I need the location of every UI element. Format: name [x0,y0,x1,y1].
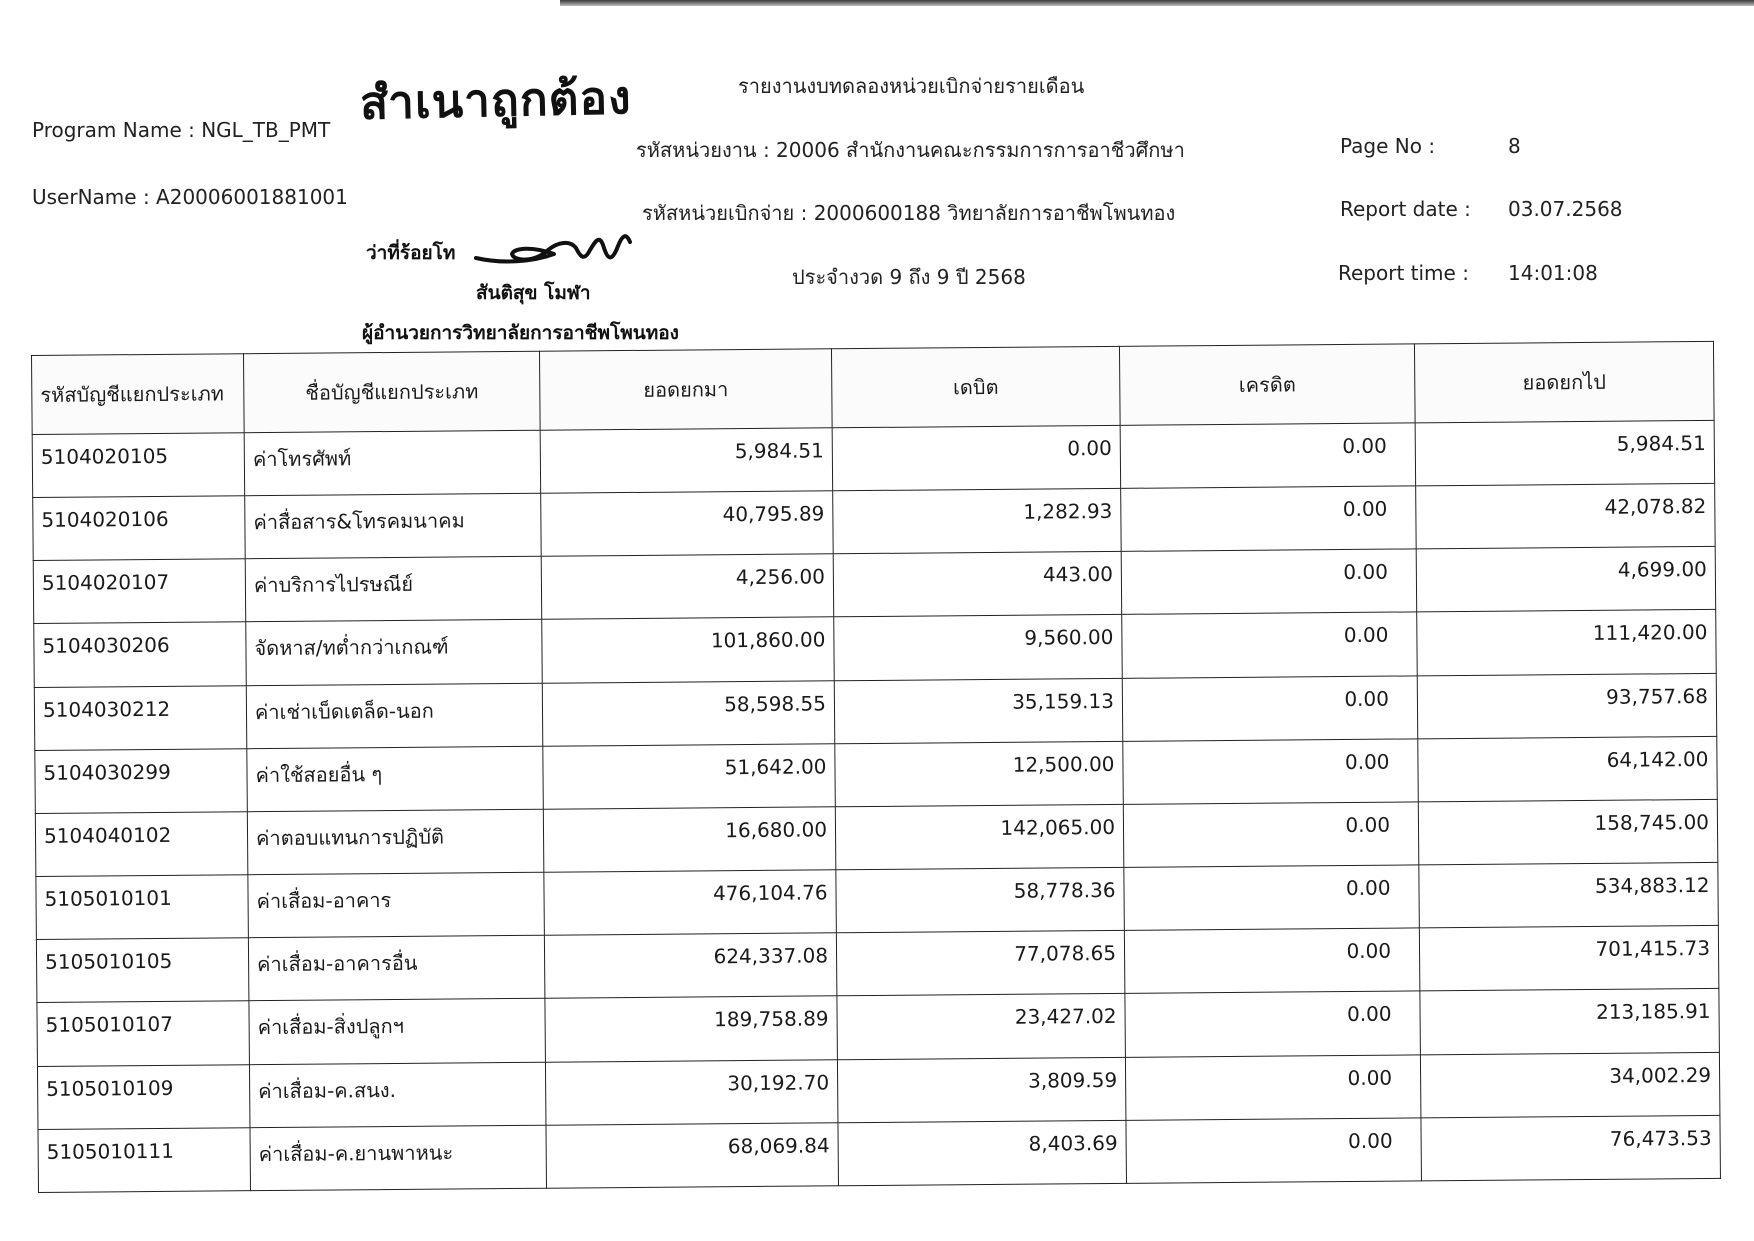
debit: 35,159.13 [834,678,1123,744]
debit: 58,778.36 [836,867,1125,933]
credit: 0.00 [1123,739,1419,805]
page-no-value: 8 [1508,134,1521,158]
account-code: 5104030212 [34,685,247,750]
carried-forward: 701,415.73 [1419,926,1719,992]
carried-forward: 5,984.51 [1415,420,1715,486]
account-name: ค่าเช่าเบ็ดเตล็ด-นอก [246,683,543,749]
credit: 0.00 [1122,676,1418,742]
credit: 0.00 [1120,423,1416,489]
carried-forward: 534,883.12 [1419,862,1719,928]
credit: 0.00 [1121,549,1417,615]
account-name: ค่าตอบแทนการปฏิบัติ [247,809,544,875]
account-code: 5104030299 [35,748,248,813]
certifier-position: ผู้อำนวยการวิทยาลัยการอาชีพโพนทอง [362,322,679,344]
report-time-label: Report time : [1338,261,1469,285]
account-name: ค่าใช้สอยอื่น ๆ [247,746,544,812]
table-row [38,1115,1720,1192]
credit: 0.00 [1123,802,1419,868]
carried-forward: 76,473.53 [1421,1115,1721,1181]
debit: 8,403.69 [838,1120,1127,1186]
report-title: รายงานงบทดลองหน่วยเบิกจ่ายรายเดือน [738,74,1085,98]
brought-forward: 68,069.84 [546,1122,839,1188]
brought-forward: 4,256.00 [541,554,834,620]
debit: 77,078.65 [836,931,1125,997]
trial-balance-table [31,341,1721,1193]
debit: 9,560.00 [834,615,1123,681]
credit: 0.00 [1124,928,1420,994]
credit: 0.00 [1124,865,1420,931]
account-code: 5105010101 [36,875,249,940]
certifier-rank: ว่าที่ร้อยโท [366,242,456,264]
agency-line: รหัสหน่วยงาน : 20006 สำนักงานคณะกรรมการการอาชีวศึกษา [636,138,1185,162]
account-code: 5104020107 [33,559,246,624]
account-code: 5104040102 [35,812,248,877]
debit: 1,282.93 [833,489,1122,555]
period-line: ประจำงวด 9 ถึง 9 ปี 2568 [792,265,1026,289]
carried-forward: 4,699.00 [1416,547,1716,613]
debit: 443.00 [833,552,1122,618]
brought-forward: 624,337.08 [544,933,837,999]
header-account-name: ชื่อบัญชีแยกประเภท [243,351,540,432]
program-name: Program Name : NGL_TB_PMT [32,118,331,142]
certified-copy-stamp: สำเนาถูกต้อง [359,70,633,130]
account-code: 5105010107 [37,1001,250,1066]
header-debit: เดบิต [831,346,1120,427]
scan-top-shadow [560,0,1754,6]
carried-forward: 111,420.00 [1417,610,1717,676]
user-name: UserName : A20006001881001 [32,185,348,209]
credit: 0.00 [1126,1118,1422,1184]
brought-forward: 476,104.76 [544,870,837,936]
credit: 0.00 [1122,612,1418,678]
debit: 0.00 [832,425,1121,491]
account-name: ค่าโทรศัพท์ [244,430,541,496]
account-name: ค่าเสื่อม-อาคารอื่น [248,935,545,1001]
account-code: 5105010105 [36,938,249,1003]
brought-forward: 5,984.51 [540,428,833,494]
debit: 23,427.02 [837,994,1126,1060]
debit: 3,809.59 [837,1057,1126,1123]
signature-icon [472,228,652,270]
account-name: ค่าเสื่อม-ค.สนง. [249,1062,546,1128]
account-name: ค่าสื่อสาร&โทรคมนาคม [245,493,542,559]
account-name: ค่าเสื่อม-สิ่งปลูกฯ [249,999,546,1065]
account-code: 5104020106 [33,496,246,561]
page-no-label: Page No : [1340,134,1436,158]
brought-forward: 30,192.70 [545,1059,838,1125]
account-code: 5104030206 [34,622,247,687]
header-brought-forward: ยอดยกมา [539,349,832,430]
carried-forward: 34,002.29 [1420,1052,1720,1118]
carried-forward: 213,185.91 [1420,989,1720,1055]
brought-forward: 58,598.55 [542,680,835,746]
credit: 0.00 [1121,486,1417,552]
table-header-row [32,341,1715,434]
account-name: ค่าเสื่อม-ค.ยานพาหนะ [250,1125,547,1191]
report-time-value: 14:01:08 [1508,261,1598,285]
report-date-label: Report date : [1340,197,1471,221]
account-code: 5105010109 [37,1064,250,1129]
account-name: ค่าเสื่อม-อาคาร [248,872,545,938]
header-account-code: รหัสบัญชีแยกประเภท [32,354,245,435]
carried-forward: 42,078.82 [1416,484,1716,550]
brought-forward: 51,642.00 [543,744,836,810]
header-carried-forward: ยอดยกไป [1414,341,1714,423]
carried-forward: 158,745.00 [1418,799,1718,865]
certifier-name: สันติสุข โมฬา [476,282,591,304]
brought-forward: 40,795.89 [541,491,834,557]
debit: 12,500.00 [835,741,1124,807]
brought-forward: 189,758.89 [545,996,838,1062]
carried-forward: 93,757.68 [1417,673,1717,739]
debit: 142,065.00 [835,804,1124,870]
header-credit: เครดิต [1119,344,1415,425]
credit: 0.00 [1125,991,1421,1057]
account-name: จัดหาส/ทต่ำกว่าเกณฑ์ [246,620,543,686]
report-date-value: 03.07.2568 [1508,197,1623,221]
account-name: ค่าบริการไปรษณีย์ [245,557,542,623]
carried-forward: 64,142.00 [1418,736,1718,802]
credit: 0.00 [1125,1054,1421,1120]
brought-forward: 16,680.00 [543,807,836,873]
brought-forward: 101,860.00 [542,617,835,683]
disbursement-unit-line: รหัสหน่วยเบิกจ่าย : 2000600188 วิทยาลัยการอาชีพโพนทอง [642,201,1176,225]
account-code: 5105010111 [38,1127,251,1192]
account-code: 5104020105 [32,433,245,498]
